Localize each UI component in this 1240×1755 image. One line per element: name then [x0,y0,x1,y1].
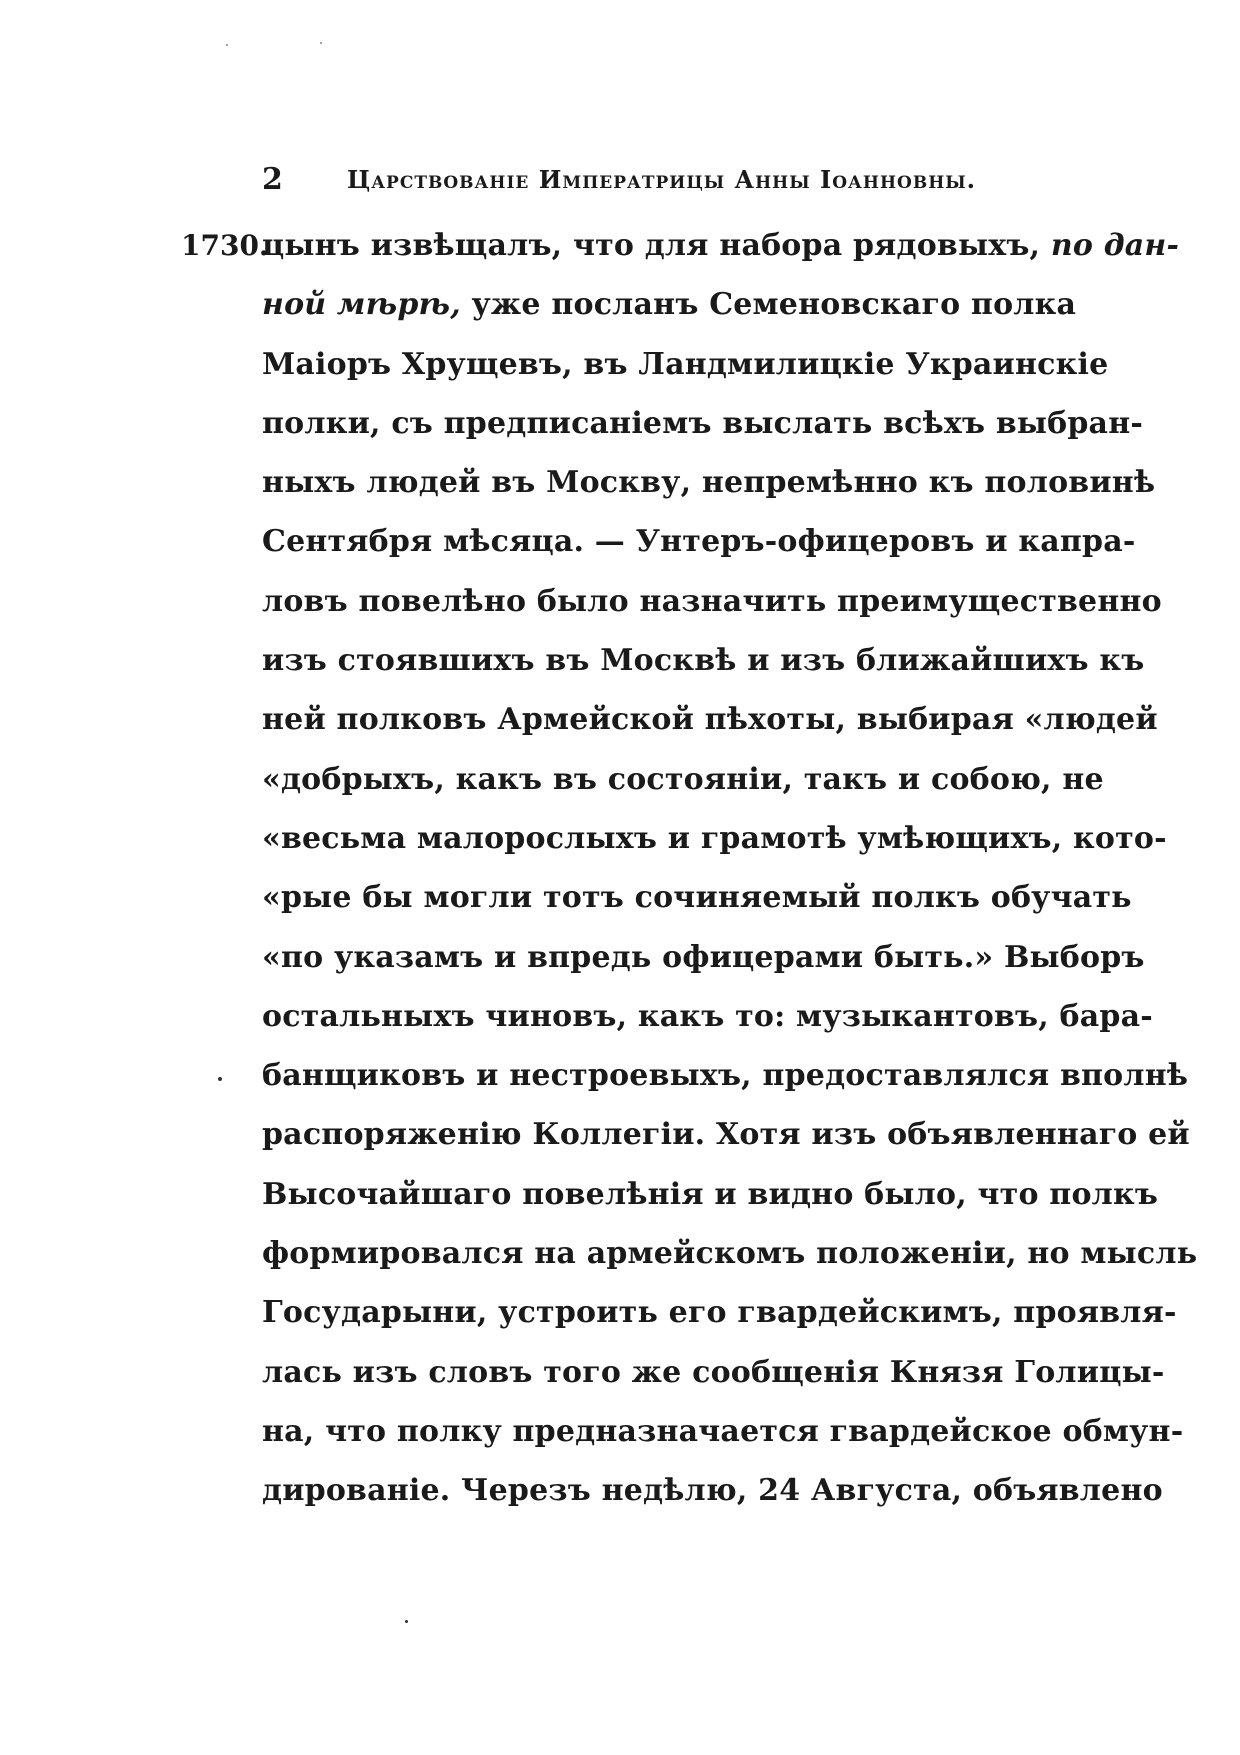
text-line: «весьма малорослыхъ и грамотѣ умѣющихъ, кото- [262,820,1167,856]
text-line [262,285,1077,344]
running-title: Царствованіе Императрицы Анны Іоанновны. [347,165,977,194]
text-line [262,226,1180,285]
margin-year: 1730. [181,229,269,262]
ink-speck [320,42,322,44]
text-line: лась изъ словъ того же сообщенія Князя Голицы- [262,1354,1165,1390]
text-line: «рые бы могли тотъ сочиняемый полкъ обучать [262,880,1132,916]
ink-speck [218,1077,222,1081]
text-line: «по указамъ и впредь офицерами быть.» Выборъ [262,939,1145,975]
text-line: остальныхъ чиновъ, какъ то: музыкантовъ, бара- [262,998,1153,1034]
ink-speck [226,44,228,46]
page-header [262,160,1002,200]
text-line: Высочайшаго повелѣнія и видно было, что полкъ [262,1176,1159,1212]
text-line: Маіоръ Хрущевъ, въ Ландмилицкіе Украинскіе [262,346,1109,382]
text-line: «добрыхъ, какъ въ состояніи, такъ и собою, не [262,761,1104,797]
text-line: ныхъ людей въ Москву, непремѣнно къ половинѣ [262,465,1156,501]
text-line: ловъ повелѣно было назначить преимущественно [262,583,1162,619]
text-line: Сентября мѣсяца. — Унтеръ-офицеровъ и капра- [262,524,1136,560]
text-line: ней полковъ Армейской пѣхоты, выбирая «людей [262,702,1158,738]
line-italic: по дан- [1050,228,1180,263]
text-line: Государыни, устроить его гвардейскимъ, проявля- [262,1295,1177,1331]
line-text: уже посланъ Семеновскаго полка [460,287,1077,323]
ink-speck [405,1620,408,1623]
text-line: полки, съ предписаніемъ выслать всѣхъ выбран- [262,405,1144,441]
text-line: дированіе. Черезъ недѣлю, 24 Августа, объявлено [262,1473,1163,1509]
text-line: изъ стоявшихъ въ Москвѣ и изъ ближайшихъ къ [262,643,1145,679]
text-line: формировался на армейскомъ положеніи, но мысль [262,1236,1198,1272]
line-italic: ной мѣрѣ, [262,287,461,323]
page-number: 2 [262,162,283,197]
body-text [262,226,1198,1531]
text-line: на, что полку предназначается гвардейское обмун- [262,1413,1184,1449]
line-text: цынъ извѣщалъ, что для набора рядовыхъ, [262,228,1051,263]
text-line: банщиковъ и нестроевыхъ, предоставлялся вполнѣ [262,1058,1189,1094]
text-line: распоряженію Коллегіи. Хотя изъ объявленнаго ей [262,1117,1190,1153]
